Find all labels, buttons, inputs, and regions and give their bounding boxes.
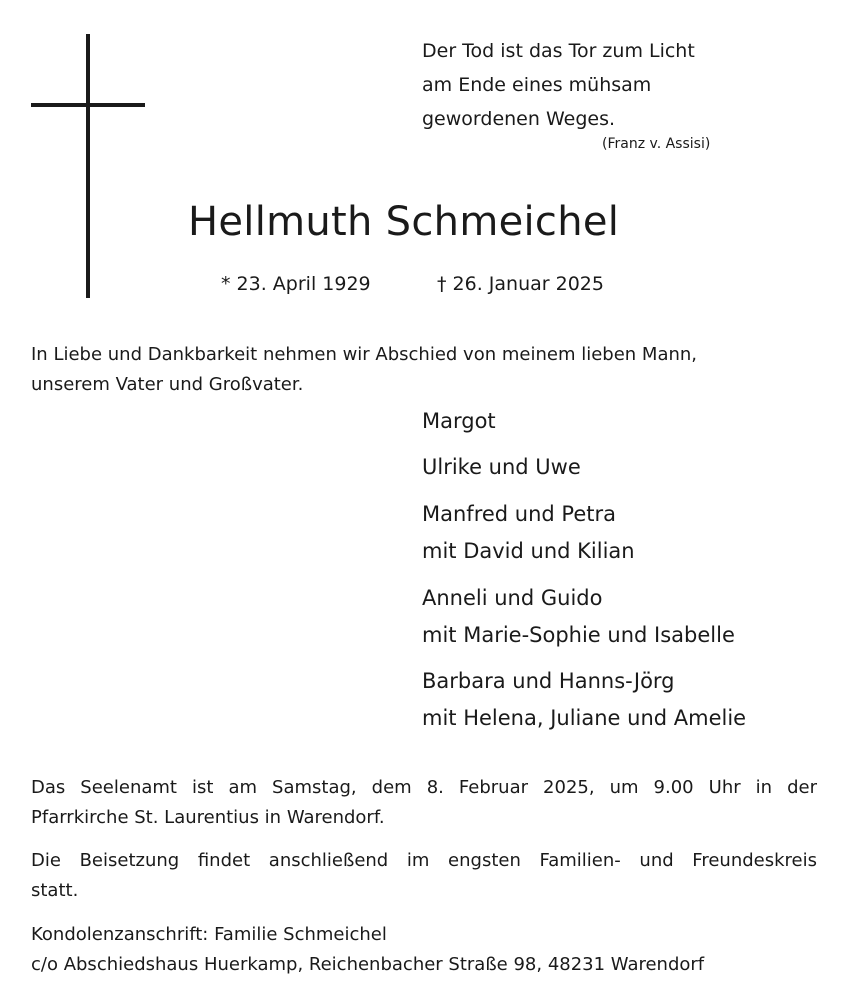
intro-line: In Liebe und Dankbarkeit nehmen wir Abschied von meinem lieben Mann, [31,344,698,365]
burial-info [31,846,817,906]
quote-author: (Franz v. Assisi) [602,136,711,152]
burial-line: statt. [31,880,79,901]
intro-line: unserem Vater und Großvater. [31,374,304,395]
family-member: Margot [422,409,496,433]
quote-line: am Ende eines mühsam [422,74,652,96]
condolence-line: c/o Abschiedshaus Huerkamp, Reichenbacher Straße 98, 48231 Warendorf [31,954,705,975]
cross-icon [86,34,90,298]
service-info [31,773,817,833]
family-member: mit David und Kilian [422,539,635,563]
burial-line: Die Beisetzung findet anschließend im engsten Familien- und Freundeskreis [31,850,817,871]
cross-icon-bar [31,103,145,107]
deceased-name: Hellmuth Schmeichel [188,199,620,245]
family-member: mit Helena, Juliane und Amelie [422,706,747,730]
family-member: Anneli und Guido [422,586,603,610]
intro-text [31,340,697,400]
quote [422,34,695,136]
birth-date: * 23. April 1929 [221,273,371,295]
service-line: Das Seelenamt ist am Samstag, dem 8. Februar 2025, um 9.00 Uhr in der [31,777,817,798]
family-member: Barbara und Hanns-Jörg [422,669,675,693]
service-line: Pfarrkirche St. Laurentius in Warendorf. [31,807,385,828]
family-member: mit Marie-Sophie und Isabelle [422,623,735,647]
condolence-address [31,920,817,980]
family-member: Ulrike und Uwe [422,455,581,479]
quote-line: Der Tod ist das Tor zum Licht [422,40,695,62]
family-member: Manfred und Petra [422,502,616,526]
condolence-line: Kondolenzanschrift: Familie Schmeichel [31,924,387,945]
death-date: † 26. Januar 2025 [437,273,604,295]
quote-line: gewordenen Weges. [422,108,616,130]
